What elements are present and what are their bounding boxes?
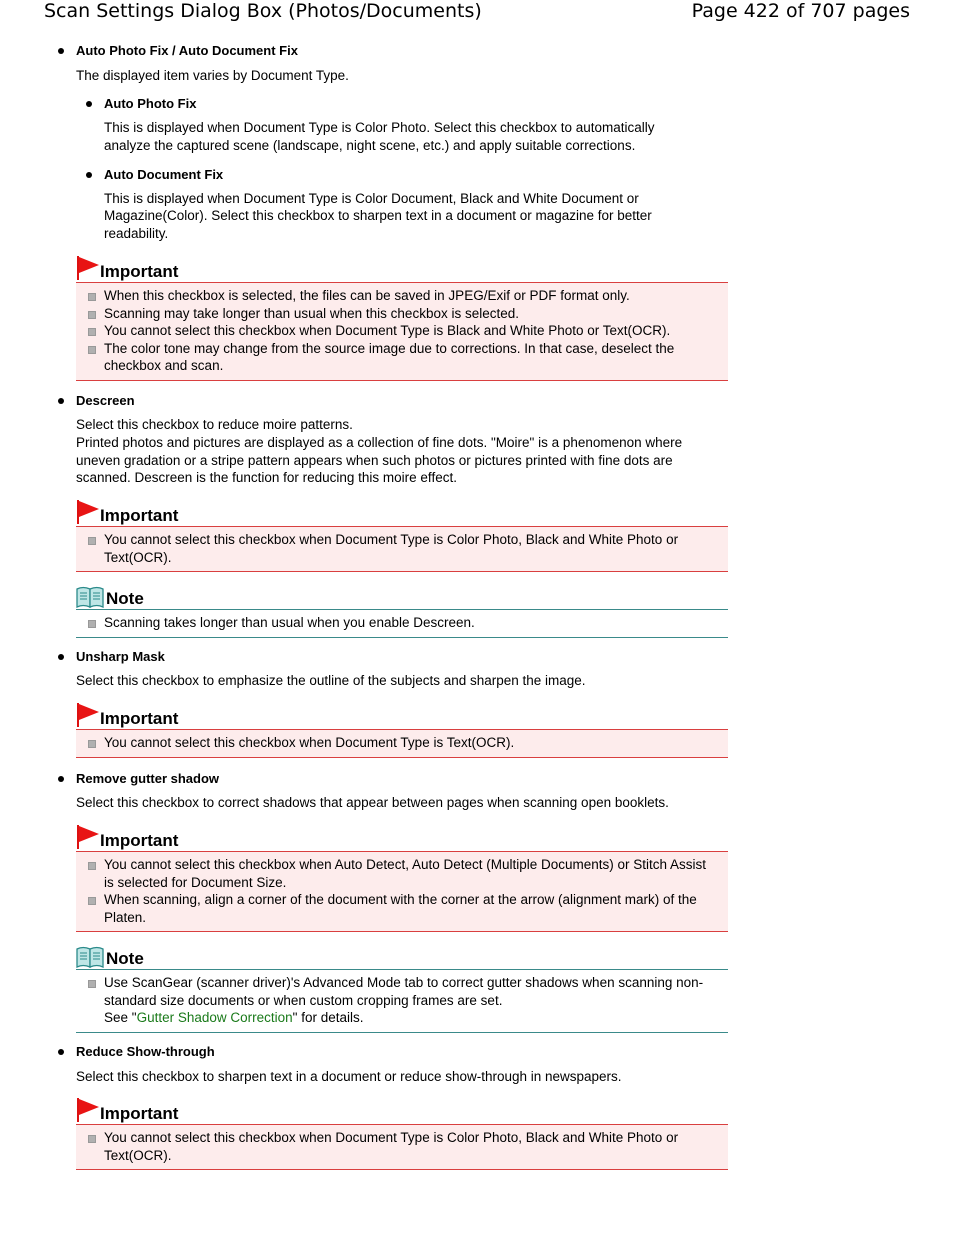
section-desc: Select this checkbox to correct shadows that appear between pages when scanning open booklets.	[76, 795, 669, 810]
important-box	[76, 1098, 728, 1170]
section-title-unsharp-mask: Unsharp Mask	[58, 648, 165, 666]
important-item: You cannot select this checkbox when Document Type is Black and White Photo or Text(OCR).	[76, 322, 728, 340]
important-item: The color tone may change from the source image due to corrections. In that case, deselect the checkbox and scan.	[76, 340, 728, 375]
important-label: Important	[100, 262, 179, 281]
subsection-desc-line: analyze the captured scene (landscape, night scene, etc.) and apply suitable corrections.	[104, 138, 636, 153]
important-label: Important	[100, 1104, 179, 1123]
note-see-suffix: " for details.	[292, 1010, 364, 1026]
important-item: You cannot select this checkbox when Document Type is Color Photo, Black and White Photo or Text(OCR).	[76, 1129, 728, 1164]
important-flag-icon	[76, 256, 100, 280]
important-box	[76, 256, 728, 381]
section-desc: Select this checkbox to emphasize the outline of the subjects and sharpen the image.	[76, 673, 586, 688]
important-label: Important	[100, 709, 179, 728]
section-desc-line: Select this checkbox to reduce moire patterns.	[76, 417, 353, 432]
note-book-icon	[76, 586, 104, 608]
section-title-remove-gutter-shadow: Remove gutter shadow	[58, 770, 219, 788]
note-box	[76, 583, 728, 638]
note-box	[76, 943, 728, 1033]
note-label: Note	[106, 949, 144, 968]
section-title-descreen: Descreen	[58, 392, 135, 410]
section-desc-line: Printed photos and pictures are displayed as a collection of fine dots. "Moire" is a phenomenon where	[76, 435, 683, 450]
section-title-reduce-show-through: Reduce Show-through	[58, 1043, 215, 1061]
important-box	[76, 703, 728, 758]
gutter-shadow-correction-link[interactable]: Gutter Shadow Correction	[136, 1010, 293, 1026]
important-item: When this checkbox is selected, the files can be saved in JPEG/Exif or PDF format only.	[76, 287, 728, 305]
page-header	[44, 0, 910, 26]
section-desc-line: uneven gradation or a stripe pattern appears when such photos or pictures printed with fine dots are	[76, 453, 673, 468]
important-item: You cannot select this checkbox when Auto Detect, Auto Detect (Multiple Documents) or Stitch Assist is selected for Document Size.	[76, 856, 728, 891]
note-label: Note	[106, 589, 144, 608]
subsection-desc-line: This is displayed when Document Type is Color Document, Black and White Document or	[104, 191, 639, 206]
note-item: Scanning takes longer than usual when you enable Descreen.	[76, 614, 728, 632]
important-label: Important	[100, 506, 179, 525]
note-see-prefix: See "	[104, 1010, 137, 1026]
important-flag-icon	[76, 1098, 100, 1122]
important-item: When scanning, align a corner of the document with the corner at the arrow (alignment mark) of the Platen.	[76, 891, 728, 926]
section-desc: The displayed item varies by Document Type.	[76, 68, 349, 83]
subsection-desc-line: This is displayed when Document Type is Color Photo. Select this checkbox to automatically	[104, 120, 655, 135]
important-item: You cannot select this checkbox when Document Type is Color Photo, Black and White Photo or Text(OCR).	[76, 531, 728, 566]
page-title: Scan Settings Dialog Box (Photos/Documents)	[44, 0, 482, 22]
note-item	[76, 974, 728, 1027]
subsection-desc-line: Magazine(Color). Select this checkbox to sharpen text in a document or magazine for better	[104, 208, 652, 223]
important-flag-icon	[76, 500, 100, 524]
subsection-title-auto-document-fix: Auto Document Fix	[86, 166, 223, 184]
section-desc-line: scanned. Descreen is the function for reducing this moire effect.	[76, 470, 457, 485]
subsection-title-auto-photo-fix: Auto Photo Fix	[86, 95, 196, 113]
important-flag-icon	[76, 825, 100, 849]
important-box	[76, 825, 728, 932]
important-label: Important	[100, 831, 179, 850]
subsection-desc-line: readability.	[104, 226, 169, 241]
section-desc: Select this checkbox to sharpen text in a document or reduce show-through in newspapers.	[76, 1069, 622, 1084]
important-item: Scanning may take longer than usual when this checkbox is selected.	[76, 305, 728, 323]
important-item: You cannot select this checkbox when Document Type is Text(OCR).	[76, 734, 728, 752]
section-title-auto-fix: Auto Photo Fix / Auto Document Fix	[58, 42, 298, 60]
important-box	[76, 500, 728, 572]
important-flag-icon	[76, 703, 100, 727]
page-number: Page 422 of 707 pages	[691, 0, 910, 22]
note-book-icon	[76, 946, 104, 968]
note-text: Use ScanGear (scanner driver)'s Advanced Mode tab to correct gutter shadows when scanning non-standard size documents or when custom cropping frames are set.	[104, 975, 704, 1008]
